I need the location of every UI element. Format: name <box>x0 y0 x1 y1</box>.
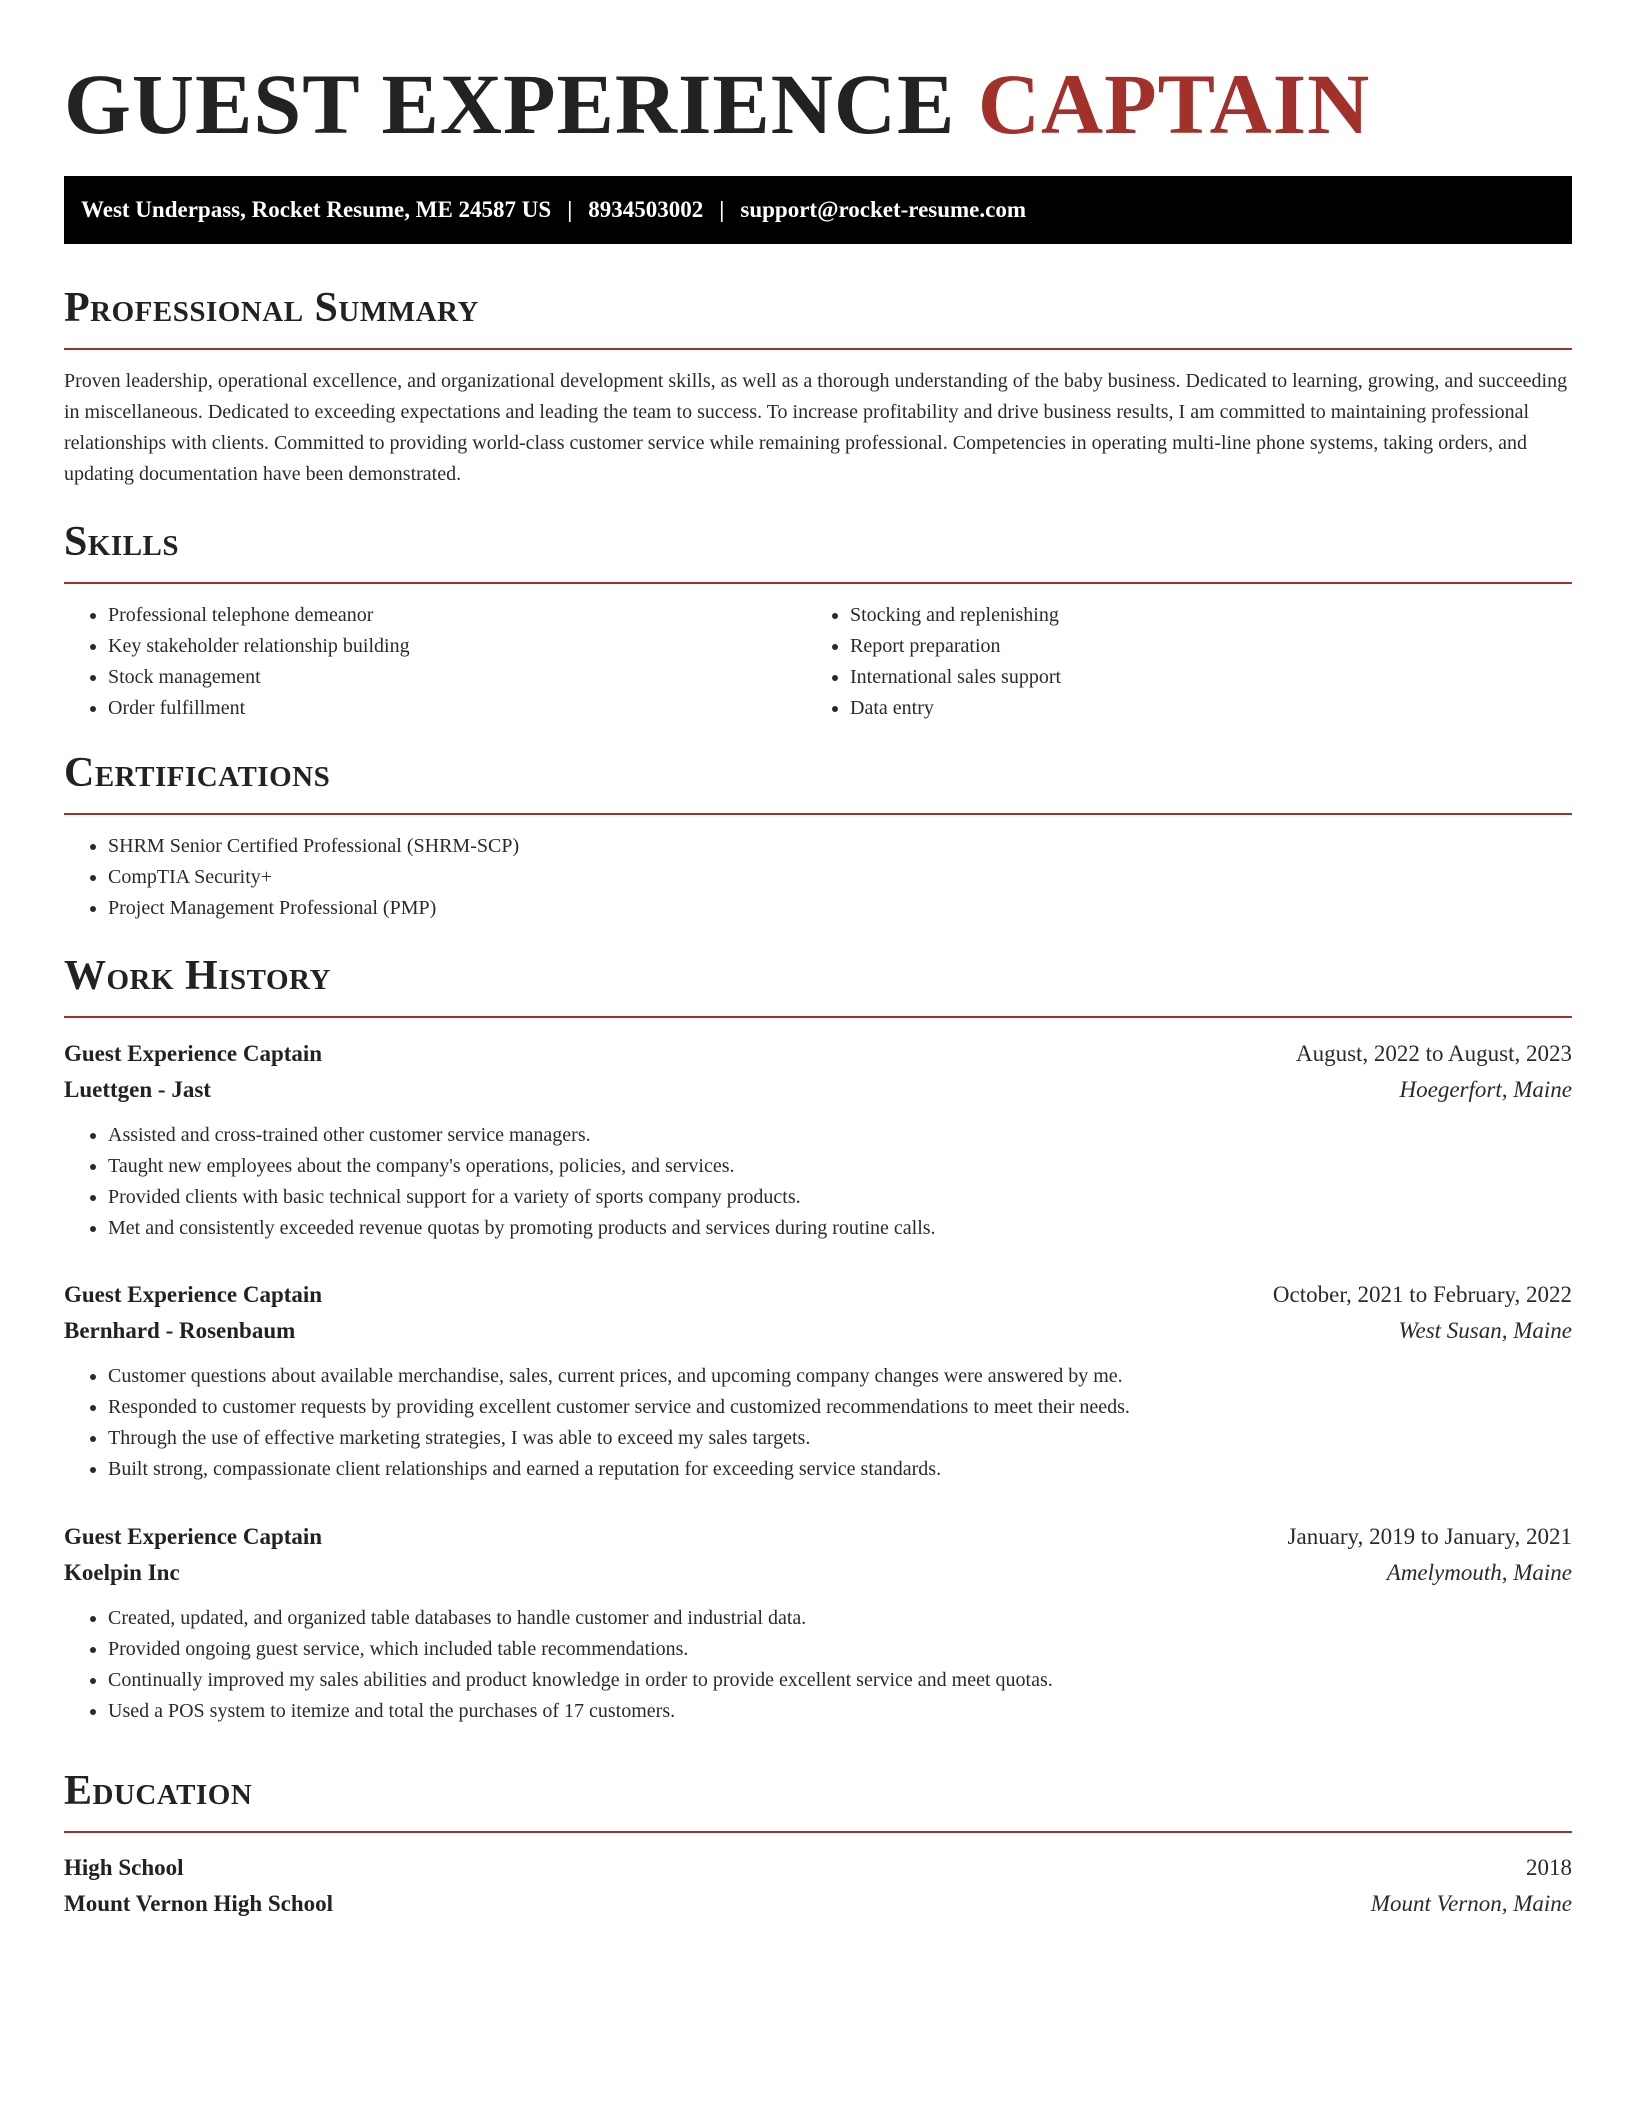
job-header-row <box>64 1519 1572 1555</box>
education-heading: Education <box>64 1768 253 1814</box>
skill-item: • Key stakeholder relationship building <box>108 631 806 662</box>
job-entry <box>64 1277 1572 1485</box>
education-location: Mount Vernon, Maine <box>1370 1891 1572 1916</box>
education-entry <box>64 1850 1572 1922</box>
job-company-row <box>64 1072 1572 1108</box>
name-part-primary: GUEST EXPERIENCE <box>64 56 956 152</box>
education-section <box>64 1763 1572 1833</box>
summary-heading: Professional Summary <box>64 285 479 331</box>
certification-item: • CompTIA Security+ <box>108 862 1572 893</box>
section-divider <box>64 813 1572 815</box>
job-header-row <box>64 1277 1572 1313</box>
contact-separator: | <box>719 197 725 222</box>
contact-separator: | <box>567 197 573 222</box>
job-title: Guest Experience Captain <box>64 1524 323 1549</box>
summary-section <box>64 280 1572 490</box>
contact-bar <box>64 176 1572 244</box>
summary-text: Proven leadership, operational excellence, and organizational development skills, as well as a thorough understanding of the baby business. Dedicated to learning, growing, and succeeding in miscellaneous. Dedicated to exceeding expectations and leading the team to success. To increase profitability and drive business results, I am committed to maintaining professional relationships with clients. Committed to providing world-class customer service while remaining professional. Competencies in operating multi-line phone systems, taking orders, and updating documentation have been demonstrated. <box>64 370 1568 485</box>
job-bullets <box>64 1120 1572 1244</box>
education-year: 2018 <box>1526 1855 1572 1880</box>
job-bullet: • Provided clients with basic technical support for a variety of sports company products. <box>108 1182 1572 1213</box>
job-location: Amelymouth, Maine <box>1386 1560 1572 1585</box>
job-bullet: • Customer questions about available merchandise, sales, current prices, and upcoming company changes were answered by me. <box>108 1361 1572 1392</box>
job-bullet: • Through the use of effective marketing strategies, I was able to exceed my sales targets. <box>108 1423 1572 1454</box>
skills-list-right <box>806 600 1548 724</box>
skills-columns <box>64 584 1572 724</box>
job-bullet: • Taught new employees about the company's operations, policies, and services. <box>108 1151 1572 1182</box>
education-header-row <box>64 1850 1572 1886</box>
skills-section <box>64 514 1572 724</box>
education-school: Mount Vernon High School <box>64 1891 334 1916</box>
section-divider <box>64 1831 1572 1833</box>
job-bullet: • Used a POS system to itemize and total the purchases of 17 customers. <box>108 1696 1572 1727</box>
skill-item: • International sales support <box>850 662 1548 693</box>
education-school-row <box>64 1886 1572 1922</box>
job-location: West Susan, Maine <box>1398 1318 1572 1343</box>
job-bullet: • Continually improved my sales abilities and product knowledge in order to provide excellent service and meet quotas. <box>108 1665 1572 1696</box>
education-degree: High School <box>64 1855 184 1880</box>
certification-item: • SHRM Senior Certified Professional (SHRM-SCP) <box>108 831 1572 862</box>
skill-item: • Data entry <box>850 693 1548 724</box>
job-bullet: • Built strong, compassionate client relationships and earned a reputation for exceeding service standards. <box>108 1454 1572 1485</box>
certifications-section <box>64 745 1572 924</box>
job-company: Koelpin Inc <box>64 1560 180 1585</box>
job-entry <box>64 1519 1572 1727</box>
name-part-accent: CAPTAIN <box>977 56 1371 152</box>
section-divider <box>64 348 1572 350</box>
certifications-list <box>64 831 1572 924</box>
job-entry <box>64 1036 1572 1244</box>
resume-name <box>64 54 1370 154</box>
job-company-row <box>64 1555 1572 1591</box>
contact-email[interactable]: support@rocket-resume.com <box>740 197 1027 222</box>
skill-item: • Order fulfillment <box>108 693 806 724</box>
job-bullet: • Responded to customer requests by providing excellent customer service and customized recommendations to meet their needs. <box>108 1392 1572 1423</box>
contact-phone[interactable]: 8934503002 <box>588 197 704 222</box>
job-title: Guest Experience Captain <box>64 1041 323 1066</box>
skill-item: • Professional telephone demeanor <box>108 600 806 631</box>
job-company: Luettgen - Jast <box>64 1077 211 1102</box>
job-bullets <box>64 1603 1572 1727</box>
contact-address: West Underpass, Rocket Resume, ME 24587 US <box>81 197 552 222</box>
certification-item: • Project Management Professional (PMP) <box>108 893 1572 924</box>
job-header-row <box>64 1036 1572 1072</box>
job-bullet: • Provided ongoing guest service, which included table recommendations. <box>108 1634 1572 1665</box>
skills-heading: Skills <box>64 519 180 565</box>
job-title: Guest Experience Captain <box>64 1282 323 1307</box>
skill-item: • Stock management <box>108 662 806 693</box>
job-bullet: • Assisted and cross-trained other customer service managers. <box>108 1120 1572 1151</box>
section-divider <box>64 1016 1572 1018</box>
skills-list-left <box>64 600 806 724</box>
job-location: Hoegerfort, Maine <box>1399 1077 1572 1102</box>
job-dates: August, 2022 to August, 2023 <box>1295 1041 1572 1066</box>
skill-item: • Report preparation <box>850 631 1548 662</box>
job-bullet: • Created, updated, and organized table databases to handle customer and industrial data. <box>108 1603 1572 1634</box>
work-history-heading: Work History <box>64 953 331 999</box>
job-dates: October, 2021 to February, 2022 <box>1272 1282 1572 1307</box>
job-bullet: • Met and consistently exceeded revenue quotas by promoting products and services during routine calls. <box>108 1213 1572 1244</box>
job-company: Bernhard - Rosenbaum <box>64 1318 296 1343</box>
job-dates: January, 2019 to January, 2021 <box>1287 1524 1572 1549</box>
skill-item: • Stocking and replenishing <box>850 600 1548 631</box>
certifications-heading: Certifications <box>64 750 331 796</box>
job-company-row <box>64 1313 1572 1349</box>
job-bullets <box>64 1361 1572 1485</box>
work-history-section <box>64 948 1572 1018</box>
